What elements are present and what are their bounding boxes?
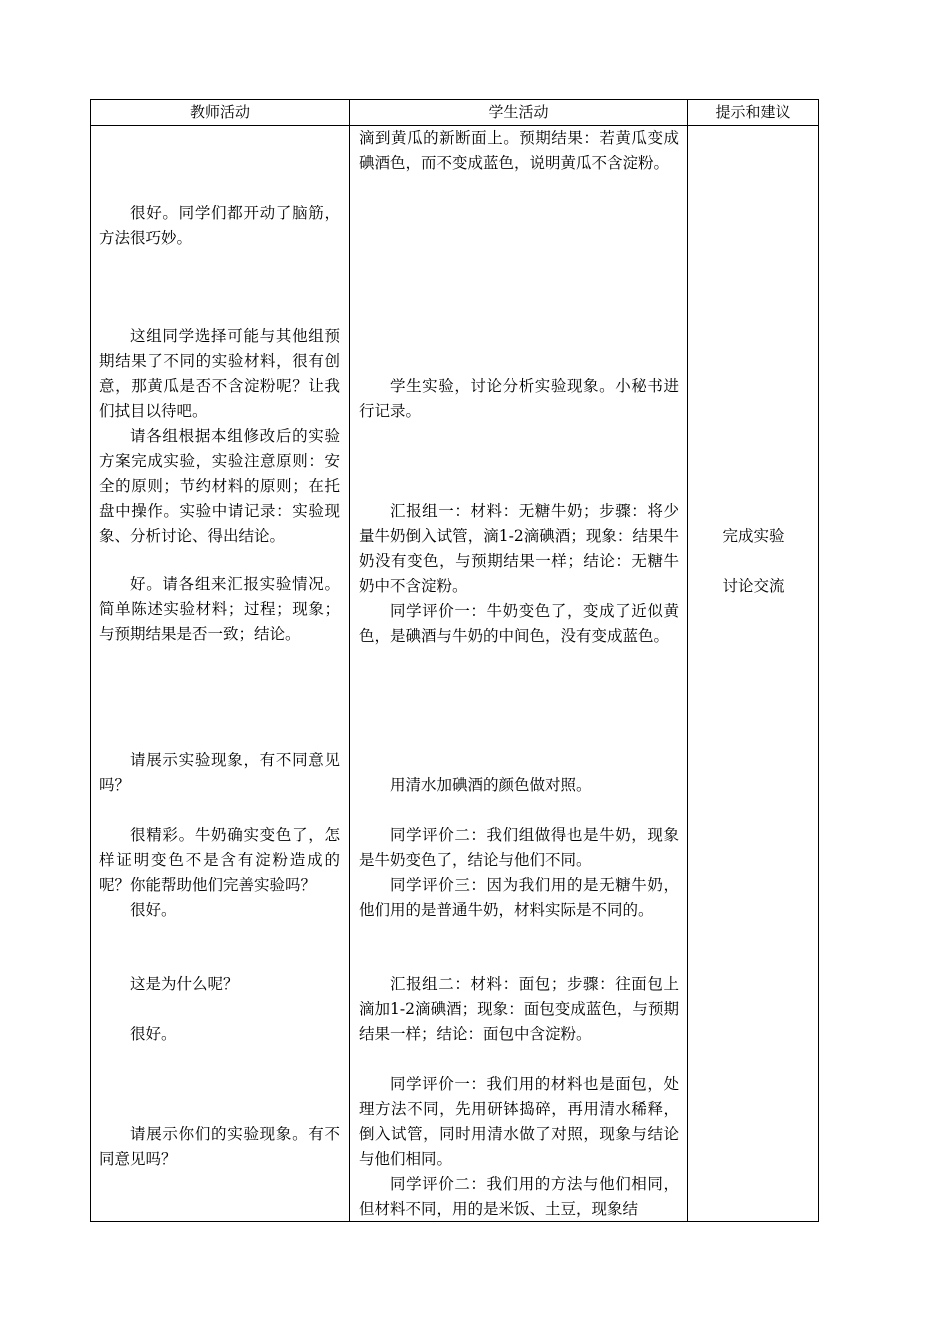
hint-text: 讨论交流 (722, 577, 785, 595)
teacher-text: 很好。同学们都开动了脑筋，方法很巧妙。 (99, 204, 340, 247)
teacher-text: 请展示你们的实验现象。有不同意见吗？ (99, 1125, 340, 1168)
teacher-text: 请展示实验现象，有不同意见吗？ (99, 751, 340, 794)
student-text: 滴到黄瓜的新断面上。预期结果：若黄瓜变成碘酒色，而不变成蓝色，说明黄瓜不含淀粉。 (359, 129, 679, 172)
student-text: 同学评价二：我们用的方法与他们相同，但材料不同，用的是米饭、土豆，现象结 (359, 1175, 679, 1218)
teacher-text: 请各组根据本组修改后的实验方案完成实验，实验注意原则：安全的原则；节约材料的原则；在托盘中操作。实验中请记录：实验现象、分析讨论、得出结论。 (99, 427, 340, 545)
teacher-activity-cell (91, 126, 350, 1222)
student-text: 同学评价二：我们组做得也是牛奶，现象是牛奶变色了，结论与他们不同。 (359, 826, 679, 869)
student-text: 用清水加碘酒的颜色做对照。 (390, 776, 592, 794)
student-text: 汇报组一：材料：无糖牛奶；步骤：将少量牛奶倒入试管，滴1-2滴碘酒；现象：结果牛奶没有变色，与预期结果一样；结论：无糖牛奶中不含淀粉。 (359, 502, 679, 595)
table-row (91, 126, 819, 1222)
header-student: 学生活动 (350, 100, 688, 126)
hints-cell (688, 126, 819, 1222)
student-text: 汇报组二：材料：面包；步骤：往面包上滴加1-2滴碘酒；现象：面包变成蓝色，与预期结果一样；结论：面包中含淀粉。 (359, 975, 679, 1043)
table-header-row (91, 100, 819, 126)
header-teacher: 教师活动 (91, 100, 350, 126)
teacher-text: 好。请各组来汇报实验情况。简单陈述实验材料；过程；现象；与预期结果是否一致；结论。 (99, 575, 340, 643)
student-activity-cell (350, 126, 688, 1222)
student-text: 同学评价一：我们用的材料也是面包，处理方法不同，先用研钵捣碎，再用清水稀释，倒入试管，同时用清水做了对照，现象与结论与他们相同。 (359, 1075, 679, 1168)
teacher-text: 很好。 (130, 901, 177, 919)
hint-text: 完成实验 (722, 527, 785, 545)
teacher-text: 很精彩。牛奶确实变色了，怎样证明变色不是含有淀粉造成的呢？你能帮助他们完善实验吗？ (99, 826, 340, 894)
lesson-table (90, 99, 819, 1222)
teacher-text: 很好。 (130, 1025, 177, 1043)
student-text: 同学评价一：牛奶变色了，变成了近似黄色，是碘酒与牛奶的中间色，没有变成蓝色。 (359, 602, 679, 645)
student-text: 学生实验，讨论分析实验现象。小秘书进行记录。 (359, 377, 679, 420)
header-hints: 提示和建议 (688, 100, 819, 126)
teacher-text: 这是为什么呢？ (130, 975, 239, 993)
student-text: 同学评价三：因为我们用的是无糖牛奶，他们用的是普通牛奶，材料实际是不同的。 (359, 876, 679, 919)
teacher-text: 这组同学选择可能与其他组预期结果了不同的实验材料，很有创意，那黄瓜是否不含淀粉呢？让我们拭目以待吧。 (99, 327, 340, 420)
